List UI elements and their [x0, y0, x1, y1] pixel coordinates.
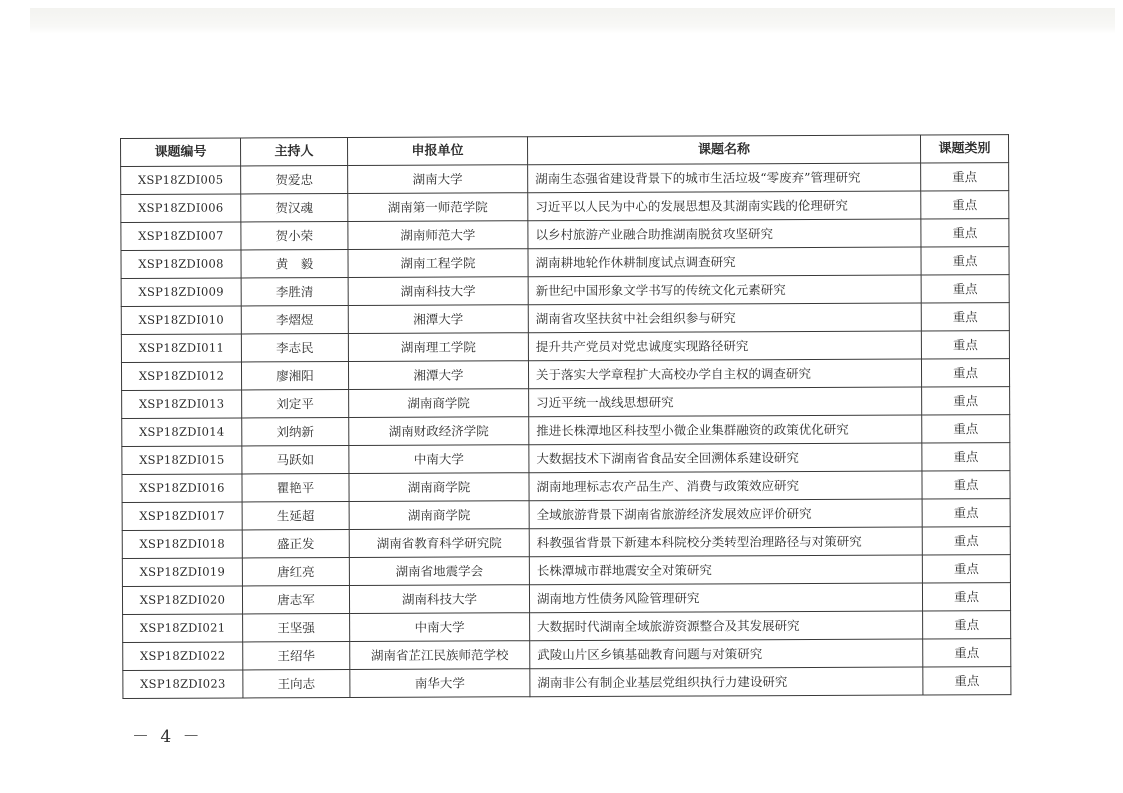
- cell-project-id: XSP18ZDI013: [122, 390, 242, 419]
- cell-project-type: 重点: [921, 247, 1009, 275]
- cell-host: 刘纳新: [242, 418, 349, 446]
- cell-project-name: 武陵山片区乡镇基础教育问题与对策研究: [530, 639, 923, 669]
- cell-project-type: 重点: [923, 667, 1011, 695]
- cell-host: 王坚强: [243, 614, 350, 642]
- table-row: [121, 303, 1009, 335]
- cell-project-id: XSP18ZDI012: [121, 362, 241, 391]
- cell-host: 李熠煜: [241, 306, 348, 334]
- cell-project-id: XSP18ZDI023: [123, 670, 243, 699]
- table-row: [122, 583, 1010, 615]
- cell-unit: 湖南商学院: [349, 389, 529, 418]
- cell-project-id: XSP18ZDI011: [121, 334, 241, 363]
- cell-project-name: 湖南非公有制企业基层党组织执行力建设研究: [530, 667, 923, 697]
- cell-project-type: 重点: [921, 191, 1009, 219]
- cell-project-type: 重点: [921, 303, 1009, 331]
- cell-project-name: 长株潭城市群地震安全对策研究: [529, 555, 922, 585]
- cell-host: 王向志: [243, 670, 350, 698]
- table-row: [122, 443, 1010, 475]
- cell-host: 盛正发: [242, 530, 349, 558]
- project-table: [120, 134, 1011, 699]
- cell-project-type: 重点: [923, 639, 1011, 667]
- cell-host: 王绍华: [243, 642, 350, 670]
- table-row: [121, 247, 1009, 279]
- cell-project-type: 重点: [921, 219, 1009, 247]
- table-row: [121, 163, 1009, 195]
- cell-project-id: XSP18ZDI022: [123, 642, 243, 671]
- cell-unit: 湖南工程学院: [348, 249, 528, 278]
- cell-host: 贺小荣: [241, 222, 348, 250]
- cell-host: 唐红亮: [242, 558, 349, 586]
- cell-project-name: 湖南耕地轮作休耕制度试点调查研究: [528, 247, 921, 277]
- cell-project-type: 重点: [922, 583, 1010, 611]
- cell-project-id: XSP18ZDI019: [122, 558, 242, 587]
- cell-unit: 湖南商学院: [349, 501, 529, 530]
- table-row: [123, 639, 1011, 671]
- cell-project-type: 重点: [921, 163, 1009, 191]
- cell-project-id: XSP18ZDI008: [121, 250, 241, 279]
- cell-project-type: 重点: [923, 611, 1011, 639]
- cell-host: 贺爱忠: [241, 166, 348, 194]
- cell-host: 马跃如: [242, 446, 349, 474]
- cell-project-name: 大数据技术下湖南省食品安全回溯体系建设研究: [529, 443, 922, 473]
- cell-unit: 湖南理工学院: [348, 333, 528, 362]
- cell-unit: 湖南第一师范学院: [348, 193, 528, 222]
- cell-project-name: 湖南生态强省建设背景下的城市生活垃圾“零废弃”管理研究: [528, 163, 921, 193]
- cell-unit: 湖南商学院: [349, 473, 529, 502]
- cell-unit: 湘潭大学: [348, 361, 528, 390]
- cell-project-id: XSP18ZDI017: [122, 502, 242, 531]
- cell-unit: 湖南科技大学: [349, 585, 529, 614]
- cell-project-id: XSP18ZDI007: [121, 222, 241, 251]
- cell-project-name: 以乡村旅游产业融合助推湖南脱贫攻坚研究: [528, 219, 921, 249]
- header-project-name: 课题名称: [527, 135, 920, 165]
- table-row: [122, 527, 1010, 559]
- cell-host: 贺汉魂: [241, 194, 348, 222]
- page-number: － 4 －: [132, 727, 203, 747]
- cell-host: 李胜清: [241, 278, 348, 306]
- header-project-type: 课题类别: [920, 135, 1008, 163]
- cell-host: 瞿艳平: [242, 474, 349, 502]
- cell-unit: 中南大学: [349, 445, 529, 474]
- cell-project-type: 重点: [921, 359, 1009, 387]
- table-row: [121, 219, 1009, 251]
- cell-host: 唐志军: [242, 586, 349, 614]
- cell-project-type: 重点: [922, 415, 1010, 443]
- cell-project-name: 习近平以人民为中心的发展思想及其湖南实践的伦理研究: [528, 191, 921, 221]
- cell-project-name: 湖南省攻坚扶贫中社会组织参与研究: [528, 303, 921, 333]
- cell-host: 黄 毅: [241, 250, 348, 278]
- cell-project-id: XSP18ZDI020: [122, 586, 242, 615]
- cell-project-type: 重点: [922, 499, 1010, 527]
- cell-project-type: 重点: [921, 275, 1009, 303]
- table-row: [123, 667, 1011, 699]
- table-row: [121, 331, 1009, 363]
- cell-project-name: 湖南地方性债务风险管理研究: [529, 583, 922, 613]
- cell-project-name: 新世纪中国形象文学书写的传统文化元素研究: [528, 275, 921, 305]
- cell-project-id: XSP18ZDI014: [122, 418, 242, 447]
- cell-project-id: XSP18ZDI016: [122, 474, 242, 503]
- table-row: [122, 471, 1010, 503]
- table-row: [123, 611, 1011, 643]
- cell-unit: 湖南财政经济学院: [349, 417, 529, 446]
- cell-project-id: XSP18ZDI010: [121, 306, 241, 335]
- cell-project-name: 关于落实大学章程扩大高校办学自主权的调查研究: [528, 359, 921, 389]
- cell-unit: 湖南省教育科学研究院: [349, 529, 529, 558]
- cell-project-id: XSP18ZDI006: [121, 194, 241, 223]
- table-header-row: [121, 135, 1009, 167]
- cell-unit: 湖南省芷江民族师范学校: [350, 641, 530, 670]
- header-project-id: 课题编号: [121, 138, 241, 167]
- cell-project-name: 科教强省背景下新建本科院校分类转型治理路径与对策研究: [529, 527, 922, 557]
- cell-project-type: 重点: [922, 527, 1010, 555]
- table-row: [122, 555, 1010, 587]
- cell-project-name: 湖南地理标志农产品生产、消费与政策效应研究: [529, 471, 922, 501]
- cell-unit: 湖南师范大学: [348, 221, 528, 250]
- cell-project-type: 重点: [922, 555, 1010, 583]
- table-row: [122, 499, 1010, 531]
- header-host: 主持人: [241, 138, 348, 166]
- table-body: [121, 163, 1011, 699]
- table-row: [121, 359, 1009, 391]
- cell-project-name: 习近平统一战线思想研究: [529, 387, 922, 417]
- cell-unit: 湘潭大学: [348, 305, 528, 334]
- cell-host: 刘定平: [242, 390, 349, 418]
- cell-project-type: 重点: [921, 331, 1009, 359]
- cell-unit: 湖南科技大学: [348, 277, 528, 306]
- cell-project-id: XSP18ZDI018: [122, 530, 242, 559]
- cell-project-id: XSP18ZDI021: [123, 614, 243, 643]
- cell-unit: 南华大学: [350, 669, 530, 698]
- scan-top-band: [30, 8, 1115, 34]
- cell-unit: 湖南大学: [348, 165, 528, 194]
- cell-project-name: 全域旅游背景下湖南省旅游经济发展效应评价研究: [529, 499, 922, 529]
- cell-host: 生延超: [242, 502, 349, 530]
- cell-project-id: XSP18ZDI015: [122, 446, 242, 475]
- cell-unit: 湖南省地震学会: [349, 557, 529, 586]
- cell-project-name: 大数据时代湖南全域旅游资源整合及其发展研究: [530, 611, 923, 641]
- cell-host: 廖湘阳: [241, 362, 348, 390]
- cell-unit: 中南大学: [350, 613, 530, 642]
- cell-host: 李志民: [241, 334, 348, 362]
- cell-project-id: XSP18ZDI009: [121, 278, 241, 307]
- cell-project-type: 重点: [922, 443, 1010, 471]
- cell-project-name: 提升共产党员对党忠诚度实现路径研究: [528, 331, 921, 361]
- table-row: [121, 275, 1009, 307]
- cell-project-type: 重点: [922, 387, 1010, 415]
- header-unit: 申报单位: [348, 137, 528, 166]
- table-row: [122, 415, 1010, 447]
- project-table-container: [120, 134, 1010, 699]
- table-row: [121, 191, 1009, 223]
- cell-project-name: 推进长株潭地区科技型小微企业集群融资的政策优化研究: [529, 415, 922, 445]
- cell-project-id: XSP18ZDI005: [121, 166, 241, 195]
- table-row: [122, 387, 1010, 419]
- cell-project-type: 重点: [922, 471, 1010, 499]
